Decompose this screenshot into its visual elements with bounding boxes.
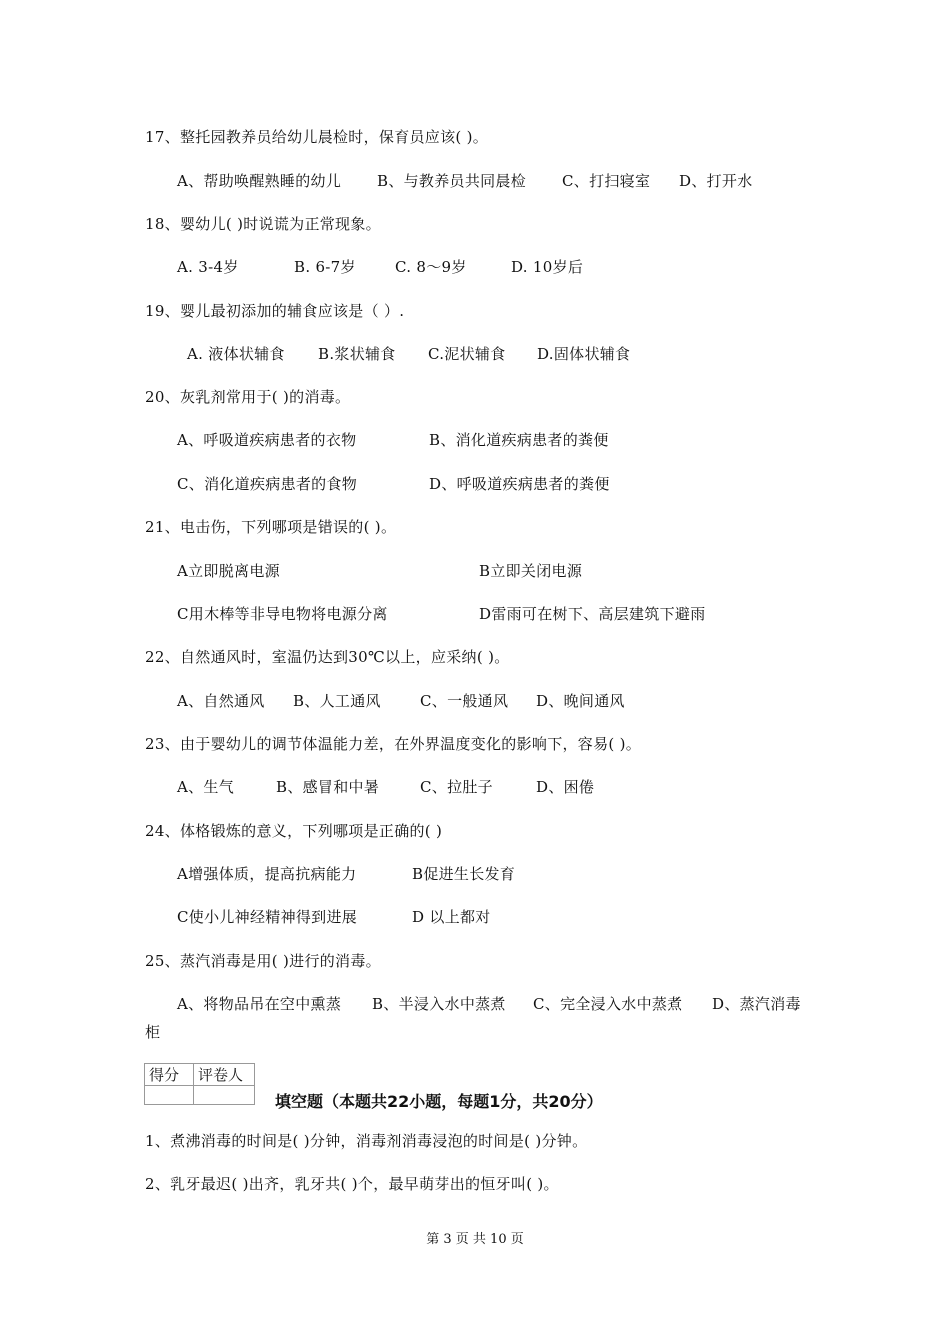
- option-b: B. 6-7岁: [294, 258, 356, 276]
- option-d: D、晚间通风: [536, 692, 625, 710]
- question-17-stem: 17、整托园教养员给幼儿晨检时，保育员应该( )。: [145, 128, 489, 146]
- option-a: A立即脱离电源: [177, 562, 280, 580]
- section-title: 填空题（本题共22小题，每题1分，共20分）: [275, 1092, 603, 1111]
- question-22-stem: 22、自然通风时，室温仍达到30℃以上，应采纳( )。: [145, 648, 510, 666]
- option-a: A、呼吸道疾病患者的衣物: [177, 431, 357, 449]
- option-c: C用木棒等非导电物将电源分离: [177, 605, 388, 623]
- option-b: B促进生长发育: [412, 865, 516, 883]
- option-a: A、生气: [177, 778, 235, 796]
- option-b: B、人工通风: [293, 692, 381, 710]
- grader-label: 评卷人: [194, 1064, 255, 1086]
- option-b: B、消化道疾病患者的粪便: [429, 431, 609, 449]
- option-c: C、消化道疾病患者的食物: [177, 475, 358, 493]
- option-a: A增强体质，提高抗病能力: [177, 865, 357, 883]
- option-b: B、感冒和中暑: [276, 778, 380, 796]
- option-c: C、完全浸入水中蒸煮: [533, 995, 683, 1013]
- option-d: D. 10岁后: [511, 258, 584, 276]
- option-b: B立即关闭电源: [479, 562, 583, 580]
- fill-in-question-2: 2、乳牙最迟( )出齐，乳牙共( )个，最早萌芽出的恒牙叫( )。: [145, 1175, 559, 1193]
- option-a: A、帮助唤醒熟睡的幼儿: [177, 172, 342, 190]
- option-d: D 以上都对: [412, 908, 491, 926]
- question-24-stem: 24、体格锻炼的意义，下列哪项是正确的( ): [145, 822, 443, 840]
- option-d: D、蒸汽消毒: [712, 995, 801, 1013]
- question-18-stem: 18、婴幼儿( )时说谎为正常现象。: [145, 215, 381, 233]
- page-footer: 第 3 页 共 10 页: [426, 1232, 524, 1247]
- option-d: D.固体状辅食: [537, 345, 631, 363]
- question-21-stem: 21、电击伤，下列哪项是错误的( )。: [145, 518, 397, 536]
- question-25-wrap: 柜: [145, 1023, 161, 1041]
- option-a: A、自然通风: [177, 692, 265, 710]
- question-20-stem: 20、灰乳剂常用于( )的消毒。: [145, 388, 351, 406]
- score-table: [144, 1063, 255, 1105]
- option-c: C.泥状辅食: [428, 345, 506, 363]
- grader-cell: [194, 1086, 255, 1105]
- option-a: A. 液体状辅食: [187, 345, 285, 363]
- option-b: B.浆状辅食: [318, 345, 396, 363]
- option-c: C、拉肚子: [420, 778, 493, 796]
- option-a: A、将物品吊在空中熏蒸: [177, 995, 342, 1013]
- question-23-stem: 23、由于婴幼儿的调节体温能力差，在外界温度变化的影响下，容易( )。: [145, 735, 642, 753]
- option-d: D、打开水: [679, 172, 753, 190]
- option-d: D雷雨可在树下、高层建筑下避雨: [479, 605, 706, 623]
- option-a: A. 3-4岁: [177, 258, 239, 276]
- option-d: D、困倦: [536, 778, 595, 796]
- question-19-stem: 19、婴儿最初添加的辅食应该是（ ）.: [145, 302, 405, 320]
- question-25-stem: 25、蒸汽消毒是用( )进行的消毒。: [145, 952, 381, 970]
- option-c: C、一般通风: [420, 692, 509, 710]
- option-c: C. 8～9岁: [395, 258, 467, 276]
- option-b: B、半浸入水中蒸煮: [372, 995, 506, 1013]
- option-c: C、打扫寝室: [562, 172, 651, 190]
- score-label: 得分: [145, 1064, 194, 1086]
- score-cell: [145, 1086, 194, 1105]
- option-c: C使小儿神经精神得到进展: [177, 908, 358, 926]
- option-b: B、与教养员共同晨检: [377, 172, 527, 190]
- option-d: D、呼吸道疾病患者的粪便: [429, 475, 610, 493]
- fill-in-question-1: 1、煮沸消毒的时间是( )分钟，消毒剂消毒浸泡的时间是( )分钟。: [145, 1132, 588, 1150]
